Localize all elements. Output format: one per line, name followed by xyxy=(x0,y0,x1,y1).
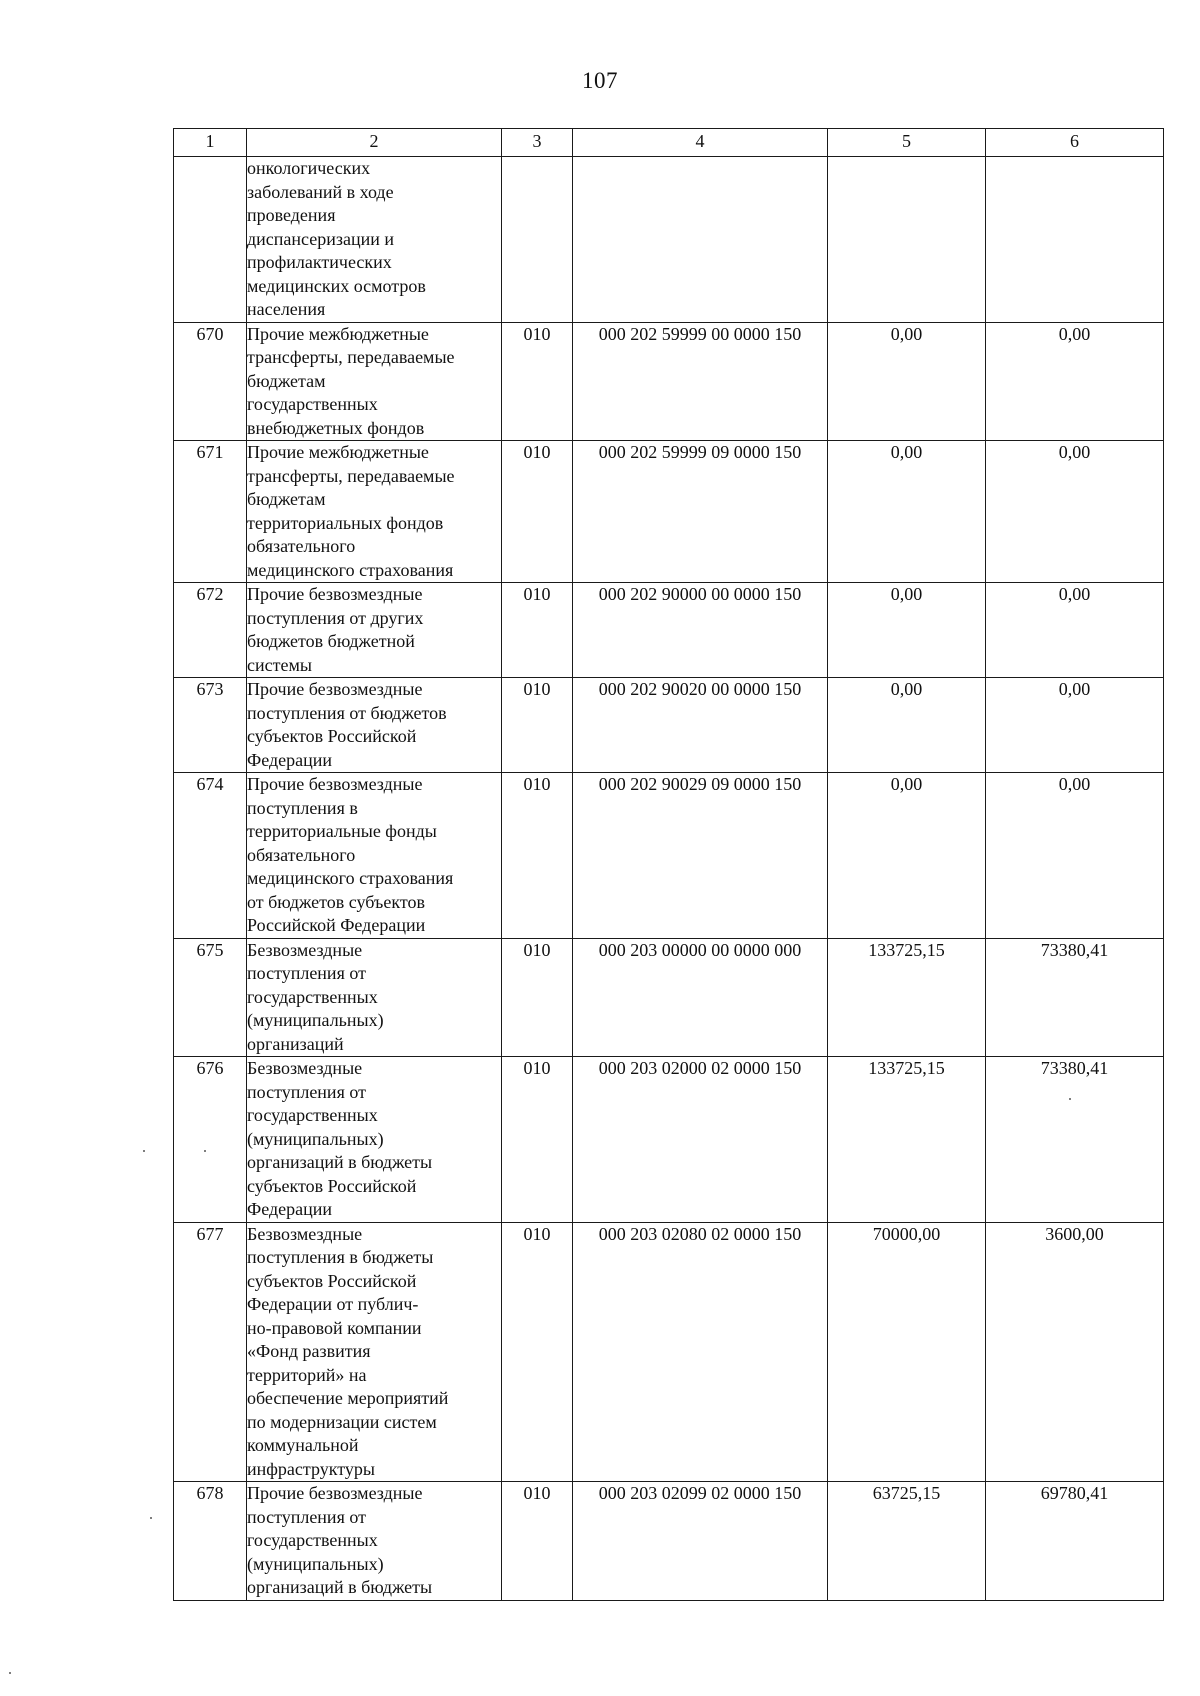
column-header: 5 xyxy=(828,129,986,157)
row-kbk-cell xyxy=(573,157,828,323)
row-name-line: диспансеризации и xyxy=(247,228,394,249)
row-name-line: заболеваний в ходе xyxy=(247,181,394,202)
row-code-cell: 010 xyxy=(502,1057,573,1223)
row-name-line: от бюджетов субъектов xyxy=(247,891,425,912)
row-name-line: Федерации от публич- xyxy=(247,1294,419,1314)
row-name-line: обязательного xyxy=(247,536,356,556)
row-code-cell: 010 xyxy=(502,322,573,441)
table-row xyxy=(174,322,1164,441)
row-name-cell xyxy=(247,1482,502,1601)
row-code-cell: 010 xyxy=(502,1222,573,1482)
row-name-line: медицинского страхования xyxy=(247,868,454,888)
row-number-cell: 678 xyxy=(174,1482,247,1601)
row-name-line: (муниципальных) xyxy=(247,1128,384,1149)
row-name-cell xyxy=(247,938,502,1057)
row-value-col5-cell: 133725,15 xyxy=(828,938,986,1057)
row-name-line: обеспечение мероприятий xyxy=(247,1388,449,1408)
row-number-cell: 674 xyxy=(174,773,247,939)
row-name-line: коммунальной xyxy=(247,1435,359,1455)
scan-speck xyxy=(143,1150,145,1152)
table-row xyxy=(174,157,1164,323)
row-name-line: системы xyxy=(247,654,312,675)
row-value-col6-cell: 0,00 xyxy=(986,583,1164,678)
table-row xyxy=(174,583,1164,678)
row-name-line: государственных xyxy=(247,1530,378,1550)
table-header-row xyxy=(174,129,1164,157)
table-row xyxy=(174,441,1164,583)
row-name-line: Федерации xyxy=(247,749,333,770)
row-value-col6-cell: 73380,41 xyxy=(986,938,1164,1057)
row-value-col6-cell: 73380,41 xyxy=(986,1057,1164,1223)
row-name-line: территориальные фонды xyxy=(247,821,437,841)
column-header: 1 xyxy=(174,129,247,157)
row-name-line: Российской Федерации xyxy=(247,915,426,935)
row-name-cell xyxy=(247,1057,502,1223)
row-value-col5-cell: 0,00 xyxy=(828,773,986,939)
row-name-line: организаций xyxy=(247,1033,344,1054)
row-name-line: государственных xyxy=(247,394,378,414)
row-name-line: Прочие межбюджетные xyxy=(247,442,429,462)
row-name-line: поступления от xyxy=(247,1081,366,1102)
table-row xyxy=(174,773,1164,939)
row-value-col5-cell: 0,00 xyxy=(828,322,986,441)
row-number-cell xyxy=(174,157,247,323)
row-name-line: территорий» на xyxy=(247,1364,367,1385)
row-name-line: трансферты, передаваемые xyxy=(247,347,455,367)
row-value-col5-cell: 0,00 xyxy=(828,441,986,583)
row-value-col5-cell: 70000,00 xyxy=(828,1222,986,1482)
row-name-line: Безвозмездные xyxy=(247,1223,363,1244)
row-kbk-cell: 000 202 90029 09 0000 150 xyxy=(573,773,828,939)
row-kbk-cell: 000 203 02000 02 0000 150 xyxy=(573,1057,828,1223)
table-row xyxy=(174,1057,1164,1223)
table-row xyxy=(174,1222,1164,1482)
row-value-col5-cell: 0,00 xyxy=(828,583,986,678)
row-name-line: субъектов Российской xyxy=(247,1270,417,1291)
row-name-cell xyxy=(247,1222,502,1482)
row-value-col5-cell: 63725,15 xyxy=(828,1482,986,1601)
row-name-line: государственных xyxy=(247,986,378,1007)
row-value-col6-cell: 0,00 xyxy=(986,773,1164,939)
row-name-line: профилактических xyxy=(247,252,392,272)
scan-speck xyxy=(204,1150,206,1152)
row-number-cell: 675 xyxy=(174,938,247,1057)
row-code-cell: 010 xyxy=(502,441,573,583)
row-code-cell: 010 xyxy=(502,773,573,939)
table-row xyxy=(174,938,1164,1057)
row-code-cell: 010 xyxy=(502,583,573,678)
table-row xyxy=(174,1482,1164,1601)
row-name-line: Федерации xyxy=(247,1199,333,1219)
row-name-line: организаций в бюджеты xyxy=(247,1152,433,1172)
row-name-line: поступления в бюджеты xyxy=(247,1247,434,1267)
row-kbk-cell: 000 202 59999 00 0000 150 xyxy=(573,322,828,441)
row-code-cell: 010 xyxy=(502,678,573,773)
row-name-line: Прочие безвозмездные xyxy=(247,1483,423,1503)
row-name-line: населения xyxy=(247,299,326,319)
row-kbk-cell: 000 202 90020 00 0000 150 xyxy=(573,678,828,773)
column-header: 6 xyxy=(986,129,1164,157)
row-name-line: онкологических xyxy=(247,158,371,178)
row-name-cell xyxy=(247,441,502,583)
row-number-cell: 677 xyxy=(174,1222,247,1482)
row-value-col6-cell: 3600,00 xyxy=(986,1222,1164,1482)
row-kbk-cell: 000 202 59999 09 0000 150 xyxy=(573,441,828,583)
row-name-line: «Фонд развития xyxy=(247,1341,371,1361)
row-name-line: бюджетов бюджетной xyxy=(247,631,415,651)
row-name-line: Безвозмездные xyxy=(247,1058,363,1078)
row-value-col5-cell: 133725,15 xyxy=(828,1057,986,1223)
row-code-cell: 010 xyxy=(502,938,573,1057)
column-header: 3 xyxy=(502,129,573,157)
row-name-line: поступления в xyxy=(247,797,358,818)
row-name-cell xyxy=(247,678,502,773)
row-name-line: поступления от xyxy=(247,963,366,983)
row-number-cell: 676 xyxy=(174,1057,247,1223)
row-value-col6-cell: 69780,41 xyxy=(986,1482,1164,1601)
table-body xyxy=(174,157,1164,1601)
row-name-cell xyxy=(247,157,502,323)
row-name-line: субъектов Российской xyxy=(247,726,417,746)
row-name-line: по модернизации систем xyxy=(247,1411,437,1432)
row-name-line: Прочие безвозмездные xyxy=(247,679,423,699)
row-code-cell: 010 xyxy=(502,1482,573,1601)
row-name-line: государственных xyxy=(247,1105,378,1125)
row-name-cell xyxy=(247,583,502,678)
row-number-cell: 671 xyxy=(174,441,247,583)
row-name-line: поступления от других xyxy=(247,607,424,628)
row-name-line: внебюджетных фондов xyxy=(247,417,425,438)
row-name-line: медицинских осмотров xyxy=(247,275,426,296)
row-code-cell xyxy=(502,157,573,323)
row-name-line: бюджетам xyxy=(247,370,326,391)
row-name-line: обязательного xyxy=(247,844,356,865)
row-name-line: организаций в бюджеты xyxy=(247,1577,433,1597)
row-value-col5-cell xyxy=(828,157,986,323)
page-number: 107 xyxy=(582,68,618,93)
row-kbk-cell: 000 203 02099 02 0000 150 xyxy=(573,1482,828,1601)
row-kbk-cell: 000 203 00000 00 0000 000 xyxy=(573,938,828,1057)
row-name-line: (муниципальных) xyxy=(247,1010,384,1030)
budget-table xyxy=(173,128,1164,1601)
row-name-line: бюджетам xyxy=(247,489,326,509)
scan-speck xyxy=(150,1517,152,1519)
row-name-line: территориальных фондов xyxy=(247,512,444,533)
row-name-cell xyxy=(247,322,502,441)
row-name-line: проведения xyxy=(247,205,336,225)
row-value-col6-cell xyxy=(986,157,1164,323)
column-header: 2 xyxy=(247,129,502,157)
row-value-col6-cell: 0,00 xyxy=(986,322,1164,441)
scan-speck xyxy=(9,1672,11,1674)
row-name-line: трансферты, передаваемые xyxy=(247,465,455,486)
row-name-line: Прочие безвозмездные xyxy=(247,774,423,794)
row-name-line: (муниципальных) xyxy=(247,1553,384,1574)
row-kbk-cell: 000 203 02080 02 0000 150 xyxy=(573,1222,828,1482)
row-number-cell: 673 xyxy=(174,678,247,773)
row-name-line: субъектов Российской xyxy=(247,1175,417,1196)
row-name-line: поступления от бюджетов xyxy=(247,702,447,723)
row-name-line: медицинского страхования xyxy=(247,559,454,580)
row-value-col6-cell: 0,00 xyxy=(986,678,1164,773)
row-number-cell: 670 xyxy=(174,322,247,441)
scan-speck xyxy=(1069,1098,1071,1100)
row-name-line: поступления от xyxy=(247,1506,366,1527)
row-name-cell xyxy=(247,773,502,939)
table-row xyxy=(174,678,1164,773)
row-name-line: инфраструктуры xyxy=(247,1458,375,1479)
column-header: 4 xyxy=(573,129,828,157)
table-header xyxy=(174,129,1164,157)
row-value-col5-cell: 0,00 xyxy=(828,678,986,773)
row-kbk-cell: 000 202 90000 00 0000 150 xyxy=(573,583,828,678)
row-number-cell: 672 xyxy=(174,583,247,678)
row-name-line: Безвозмездные xyxy=(247,939,363,960)
row-value-col6-cell: 0,00 xyxy=(986,441,1164,583)
row-name-line: Прочие безвозмездные xyxy=(247,584,423,604)
row-name-line: Прочие межбюджетные xyxy=(247,323,429,344)
row-name-line: но-правовой компании xyxy=(247,1317,422,1338)
